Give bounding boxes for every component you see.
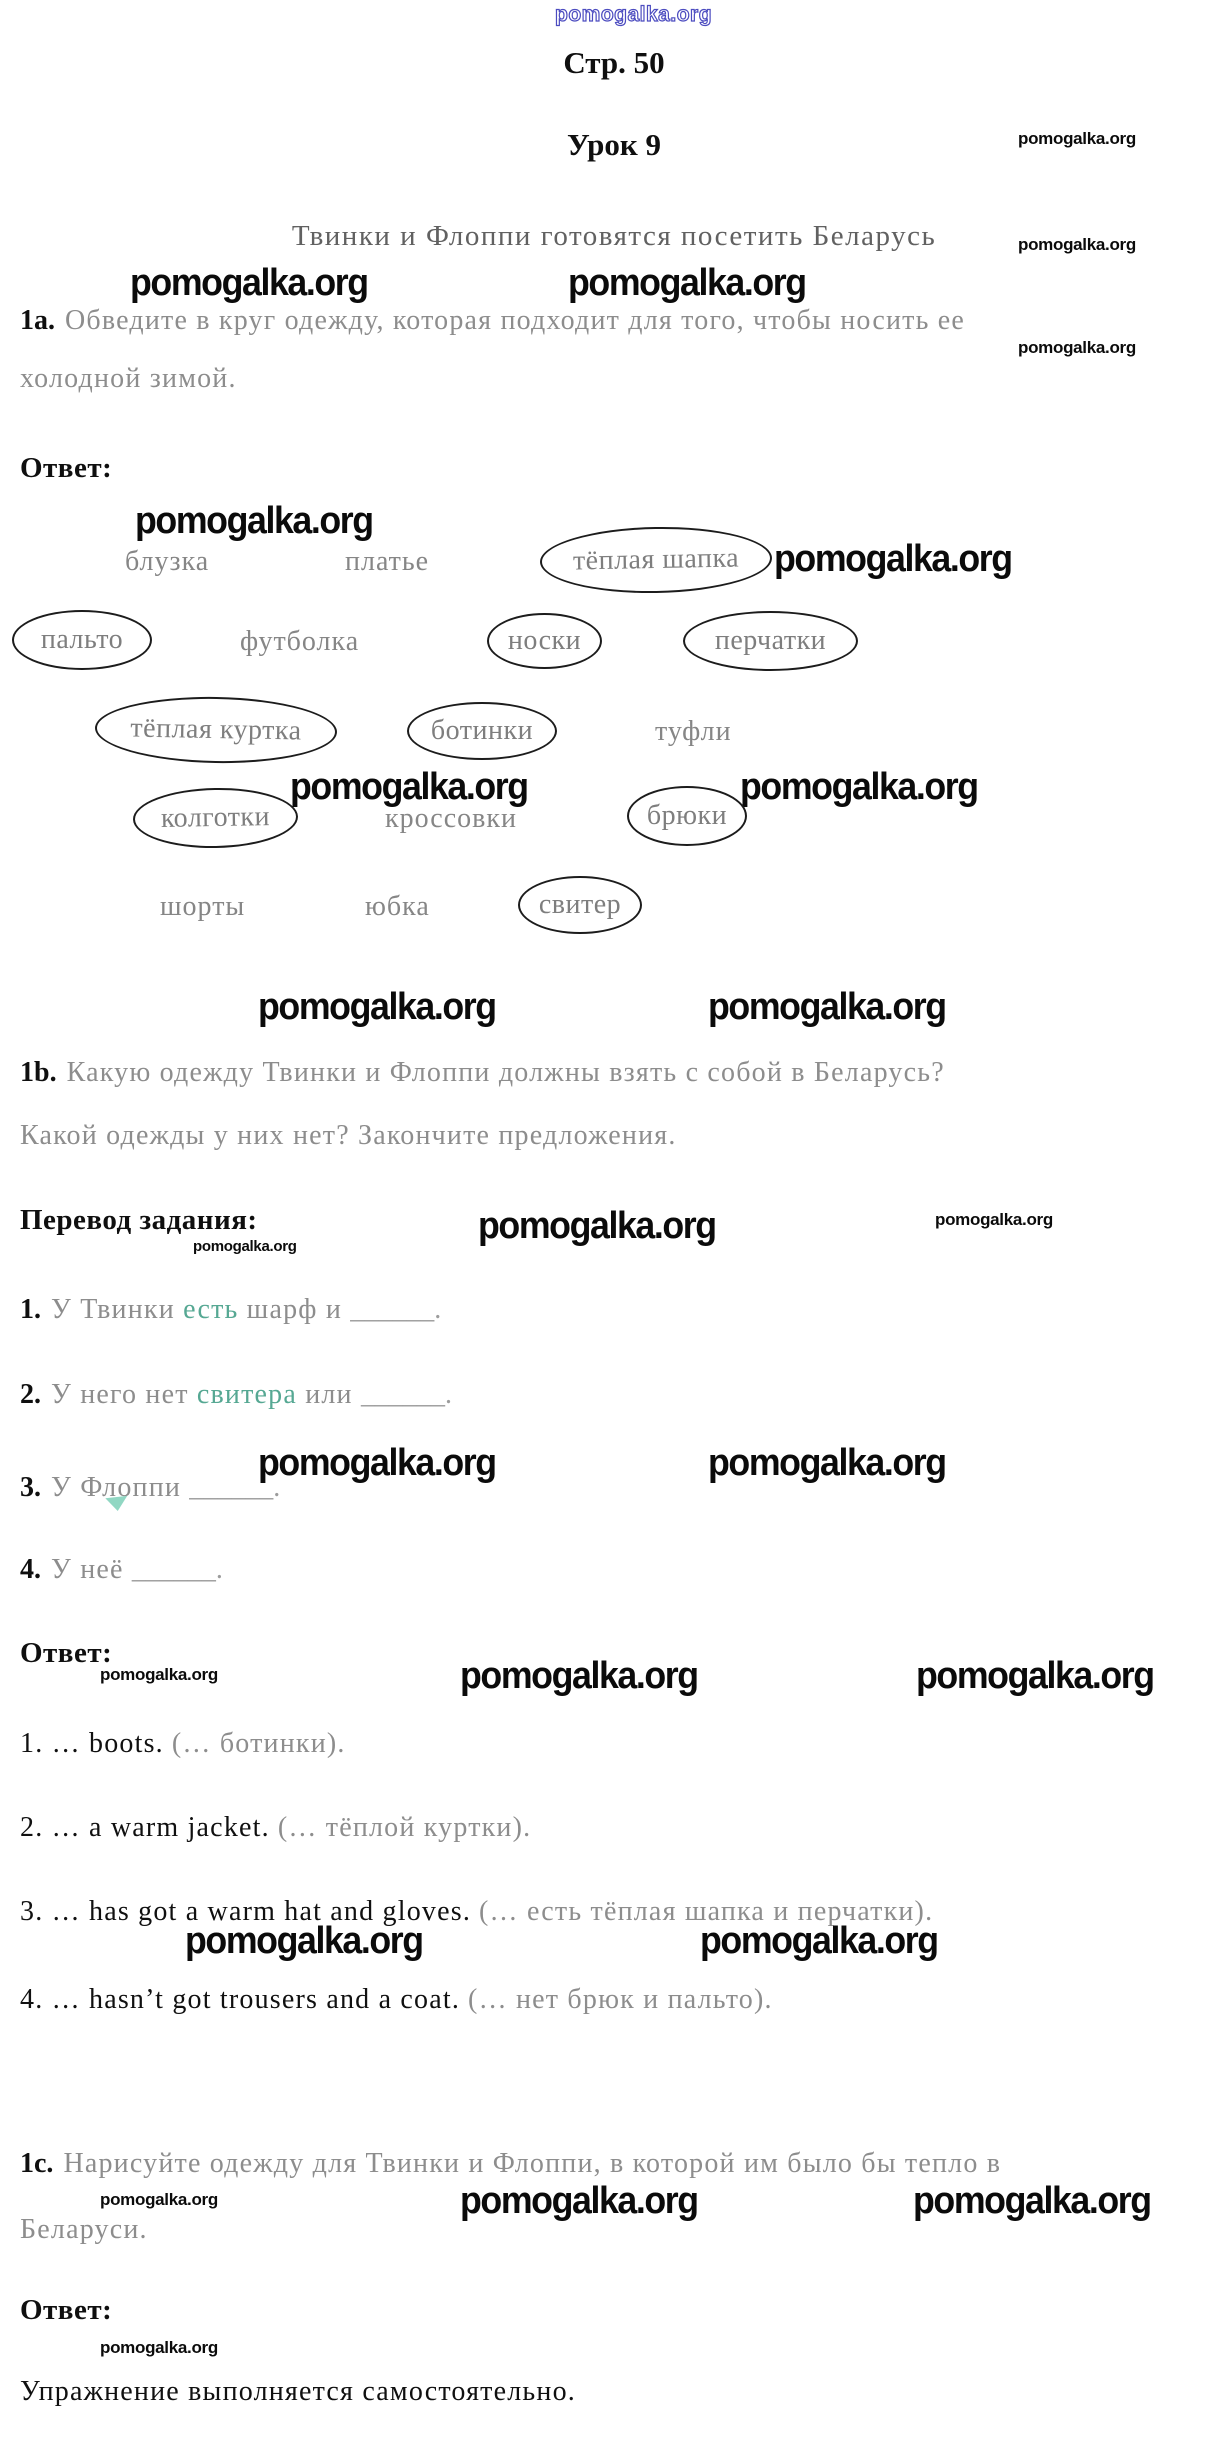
highlight-word: свитера bbox=[196, 1379, 297, 1410]
answer-item-2: 2. … a warm jacket. (… тёплой куртки). bbox=[20, 1812, 532, 1843]
circled-word-teplaya-shapka: тёплая шапка bbox=[539, 525, 772, 595]
translation-item-2: 2. У него нет свитера или ______. bbox=[20, 1379, 452, 1410]
watermark-large: pomogalka.org bbox=[130, 262, 368, 304]
task-1c-answer-text: Упражнение выполняется самостоятельно. bbox=[20, 2376, 576, 2407]
circled-word-sviter: свитер bbox=[518, 876, 642, 934]
answer-item-3: 3. … has got a warm hat and gloves. (… есть тёплая шапка и перчатки). bbox=[20, 1896, 934, 1927]
watermark-large: pomogalka.org bbox=[478, 1205, 716, 1247]
task-1c-text: Нарисуйте одежду для Твинки и Флоппи, в которой им было бы тепло в bbox=[63, 2148, 1002, 2179]
answer-item-1: 1. … boots. (… ботинки). bbox=[20, 1728, 346, 1759]
answer-label-1b: Ответ: bbox=[20, 1637, 113, 1669]
watermark-large: pomogalka.org bbox=[740, 766, 978, 808]
clothing-word-yubka: юбка bbox=[365, 891, 430, 922]
lesson-heading: Урок 9 bbox=[566, 127, 662, 162]
watermark-large: pomogalka.org bbox=[135, 500, 373, 542]
task-1b-number: 1b. bbox=[20, 1057, 57, 1088]
translation-item-3: 3. У Флоппи ______. bbox=[20, 1472, 281, 1503]
clothing-word-krossovki: кроссовки bbox=[385, 803, 517, 834]
watermark-large: pomogalka.org bbox=[774, 538, 1012, 580]
task-1c-number: 1c. bbox=[20, 2148, 54, 2179]
watermark-small: pomogalka.org bbox=[100, 2190, 218, 2209]
clothing-word-shorty: шорты bbox=[160, 891, 246, 922]
fill-blank: ______. bbox=[131, 1554, 223, 1585]
answer-label-1a: Ответ: bbox=[20, 452, 113, 484]
watermark-large: pomogalka.org bbox=[708, 986, 946, 1028]
circled-word-kolgotki: колготки bbox=[132, 787, 298, 850]
watermark-large: pomogalka.org bbox=[700, 1920, 938, 1962]
watermark-large: pomogalka.org bbox=[913, 2180, 1151, 2222]
translation-item-1: 1. У Твинки есть шарф и ______. bbox=[20, 1294, 442, 1325]
watermark-small: pomogalka.org bbox=[1018, 129, 1136, 148]
clothing-word-futbolka: футболка bbox=[240, 626, 360, 657]
watermark-small: pomogalka.org bbox=[935, 1210, 1053, 1229]
circled-word-noski: носки bbox=[487, 613, 602, 669]
page-number-heading: Стр. 50 bbox=[563, 45, 665, 80]
answer-label-1c: Ответ: bbox=[20, 2294, 113, 2326]
task-1b-line2: Какой одежды у них нет? Закончите предложения. bbox=[20, 1120, 677, 1151]
watermark-small: pomogalka.org bbox=[100, 1665, 218, 1684]
task-1a-text: Обведите в круг одежду, которая подходит для того, чтобы носить ее bbox=[65, 305, 965, 336]
watermark-large: pomogalka.org bbox=[290, 766, 528, 808]
watermark-large: pomogalka.org bbox=[916, 1655, 1154, 1697]
watermark-small: pomogalka.org bbox=[100, 2338, 218, 2357]
circled-word-teplaya-kurtka: тёплая куртка bbox=[94, 695, 337, 765]
circled-word-botinki: ботинки bbox=[407, 702, 557, 760]
fill-blank: ______. bbox=[360, 1379, 452, 1410]
watermark-large: pomogalka.org bbox=[258, 1442, 496, 1484]
task-1b-text: Какую одежду Твинки и Флоппи должны взять с собой в Беларусь? bbox=[66, 1057, 945, 1088]
task-1a-line2: холодной зимой. bbox=[20, 363, 237, 394]
watermark-small: pomogalka.org bbox=[1018, 235, 1136, 254]
task-1c-line2: Беларуси. bbox=[20, 2214, 148, 2245]
watermark-large: pomogalka.org bbox=[460, 1655, 698, 1697]
task-1c-line1 bbox=[20, 2146, 1001, 2181]
watermark-tiny: pomogalka.org bbox=[193, 1238, 297, 1255]
circled-word-bryuki: брюки bbox=[627, 786, 747, 846]
highlight-word: есть bbox=[183, 1294, 239, 1325]
clothing-word-tufli: туфли bbox=[655, 716, 732, 747]
task-1a-line1 bbox=[20, 303, 965, 338]
translation-label: Перевод задания: bbox=[20, 1204, 258, 1236]
clothing-word-bluzka: блузка bbox=[125, 546, 210, 577]
task-1b-line1 bbox=[20, 1055, 945, 1090]
task-1a-number: 1a. bbox=[20, 305, 55, 336]
watermark-large: pomogalka.org bbox=[185, 1920, 423, 1962]
page-title: Твинки и Флоппи готовятся посетить Беларусь bbox=[291, 220, 937, 252]
fill-blank: ______. bbox=[189, 1472, 281, 1503]
translation-item-4: 4. У неё ______. bbox=[20, 1554, 223, 1585]
watermark-large: pomogalka.org bbox=[708, 1442, 946, 1484]
watermark-small: pomogalka.org bbox=[1018, 338, 1136, 357]
watermark-large: pomogalka.org bbox=[460, 2180, 698, 2222]
fill-blank: ______. bbox=[350, 1294, 442, 1325]
circled-word-palto: пальто bbox=[12, 610, 152, 670]
teal-artifact bbox=[105, 1496, 128, 1512]
watermark-blue: pomogalka.org bbox=[555, 3, 713, 26]
clothing-word-plate: платье bbox=[345, 546, 430, 577]
watermark-large: pomogalka.org bbox=[258, 986, 496, 1028]
watermark-large: pomogalka.org bbox=[568, 262, 806, 304]
answer-item-4: 4. … hasn’t got trousers and a coat. (… нет брюк и пальто). bbox=[20, 1984, 773, 2015]
circled-word-perchatki: перчатки bbox=[683, 611, 858, 671]
